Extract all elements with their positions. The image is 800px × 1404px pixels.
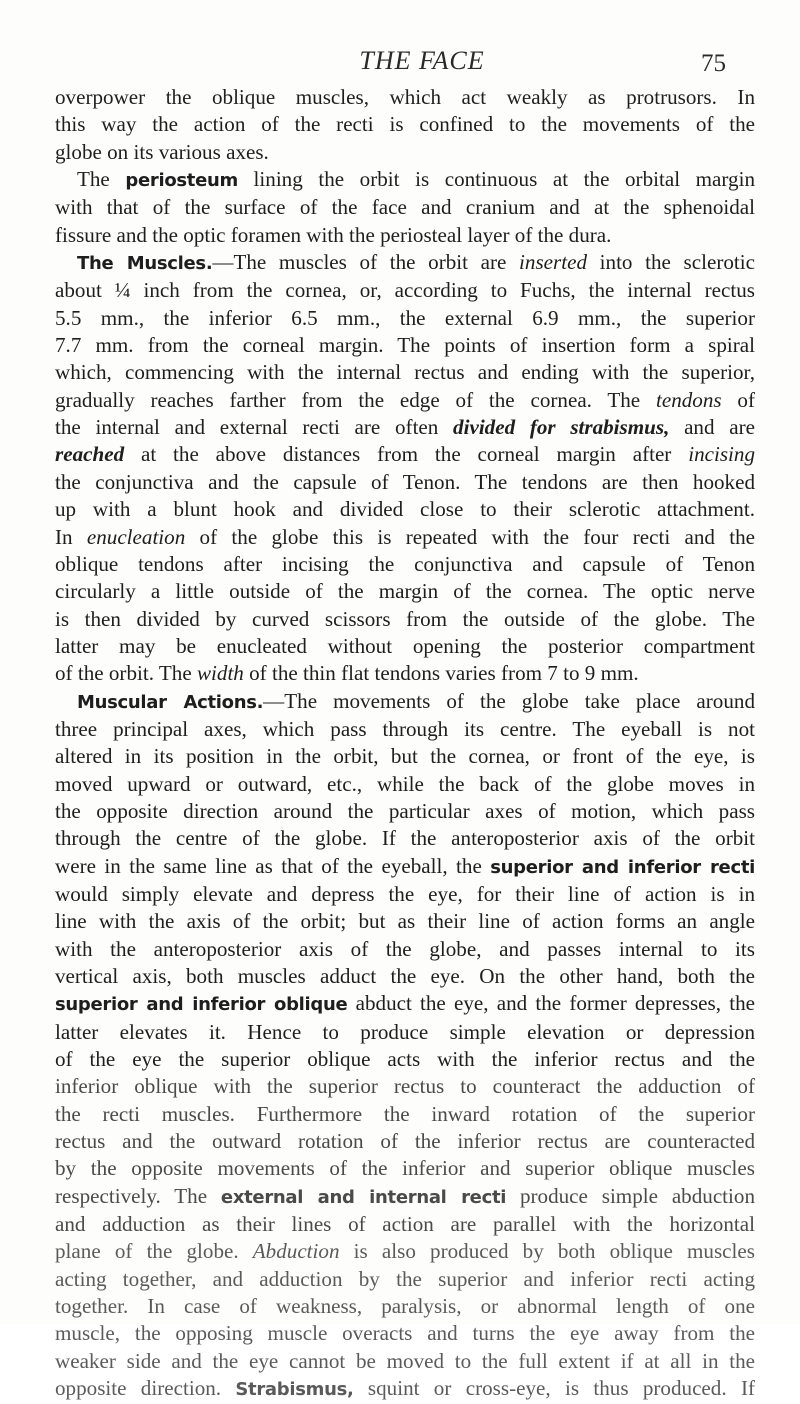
text-line — [55, 1348, 755, 1375]
text-line — [55, 222, 755, 249]
text-run: lining the orbit is continuous at the orbital margin — [237, 167, 755, 192]
text-line — [55, 798, 755, 825]
text-line — [55, 1101, 755, 1128]
text-run: the recti muscles. Furthermore the inward rotation of the superior — [55, 1101, 755, 1126]
italic-term: width — [196, 661, 244, 686]
text-line — [55, 1183, 755, 1211]
text-line — [55, 524, 755, 551]
italic-term: enucleation — [86, 524, 186, 549]
text-line — [55, 332, 755, 359]
emphasized-term: divided for strabismus, — [453, 415, 670, 440]
text-line — [55, 359, 755, 386]
bold-term: superior and inferior oblique — [55, 994, 348, 1016]
text-run: moved upward or outward, etc., while the back of the globe moves in — [55, 771, 755, 796]
text-line — [55, 1320, 755, 1347]
text-run: oblique tendons after incising the conjunctiva and capsule of Tenon — [55, 551, 755, 576]
page-header — [118, 46, 726, 86]
text-run: globe on its various axes. — [55, 139, 269, 164]
text-line — [55, 139, 755, 166]
text-line — [55, 1238, 755, 1265]
text-run: abduct the eye, and the former depresses, the — [347, 991, 755, 1016]
text-run: through the centre of the globe. If the anteroposterior axis of the orbit — [55, 826, 755, 851]
bold-term: external and internal recti — [220, 1186, 507, 1208]
text-run: plane of the globe. — [55, 1239, 253, 1264]
text-line — [55, 990, 755, 1018]
text-line — [55, 908, 755, 935]
text-run: fissure and the optic foramen with the periosteal layer of the dura. — [55, 222, 612, 247]
text-run: altered in its position in the orbit, but the cornea, or front of the eye, is — [55, 744, 755, 769]
text-run: three principal axes, which pass through its centre. The eyeball is not — [55, 716, 755, 741]
text-run: line with the axis of the orbit; but as their line of action forms an angle — [55, 909, 755, 934]
run-in-heading: Muscular Actions. — [77, 691, 264, 713]
text-run: and are — [669, 415, 755, 440]
text-run: weaker side and the eye cannot be moved to the full extent if at all in the — [55, 1348, 755, 1373]
text-line — [55, 551, 755, 578]
text-run: latter elevates it. Hence to produce simple elevation or depression — [55, 1019, 755, 1044]
text-run: would simply elevate and depress the eye, for their line of action is in — [55, 881, 755, 906]
text-line — [55, 853, 755, 881]
text-run: gradually reaches farther from the edge of the cornea. The — [55, 387, 656, 412]
text-line — [55, 414, 755, 441]
text-line — [55, 771, 755, 798]
text-line — [55, 716, 755, 743]
text-run: circularly a little outside of the margin of the cornea. The optic nerve — [55, 579, 755, 604]
text-run: latter may be enucleated without opening the posterior compartment — [55, 633, 755, 658]
page-number: 75 — [701, 50, 726, 77]
bold-term: superior and inferior recti — [490, 856, 755, 878]
text-line — [55, 111, 755, 138]
running-title: THE FACE — [359, 46, 485, 75]
text-run: is also produced by both oblique muscles — [339, 1239, 755, 1264]
text-run: respectively. The — [55, 1183, 221, 1208]
text-run: which, commencing with the internal rectus and ending with the superior, — [55, 360, 755, 385]
text-run: at the above distances from the corneal margin after — [124, 442, 689, 467]
italic-term: incising — [688, 442, 755, 467]
text-run: the conjunctiva and the capsule of Tenon. The tendons are then hooked — [55, 469, 755, 494]
text-run: with the anteroposterior axis of the globe, and passes internal to its — [55, 936, 755, 961]
text-run: of the eye the superior oblique acts with the inferior rectus and the — [55, 1047, 755, 1072]
text-run: of the thin flat tendons varies from 7 to 9 mm. — [243, 661, 639, 686]
text-line — [55, 1155, 755, 1182]
text-run: the internal and external recti are often — [55, 415, 454, 440]
body-text — [55, 84, 755, 1404]
text-run: The — [77, 167, 126, 192]
text-run: of the globe this is repeated with the four recti and the — [185, 524, 755, 549]
text-run: opposite direction. — [55, 1376, 236, 1401]
text-line — [55, 305, 755, 332]
text-line — [55, 441, 755, 468]
text-run: into the sclerotic — [587, 250, 755, 275]
text-run: —The movements of the globe take place around — [263, 688, 755, 713]
text-line — [55, 1046, 755, 1073]
text-run: acting together, and adduction by the superior and inferior recti acting — [55, 1266, 755, 1291]
text-run: 7.7 mm. from the corneal margin. The points of insertion form a spiral — [55, 333, 755, 358]
text-line — [55, 963, 755, 990]
text-line — [55, 825, 755, 852]
text-line — [55, 194, 755, 221]
text-run: together. In case of weakness, paralysis, or abnormal length of one — [55, 1294, 755, 1319]
text-line — [55, 387, 755, 414]
text-line — [55, 578, 755, 605]
text-run: and adduction as their lines of action are parallel with the horizontal — [55, 1212, 755, 1237]
text-run: up with a blunt hook and divided close to their sclerotic attachment. — [55, 497, 755, 522]
text-line — [55, 1019, 755, 1046]
text-line — [55, 84, 755, 111]
text-run: 5.5 mm., the inferior 6.5 mm., the external 6.9 mm., the superior — [55, 305, 755, 330]
text-run: with that of the surface of the face and cranium and at the sphenoidal — [55, 195, 755, 220]
text-line — [55, 1266, 755, 1293]
text-line — [55, 1128, 755, 1155]
text-line — [55, 660, 755, 687]
text-run: inferior oblique with the superior rectus to counteract the adduction of — [55, 1074, 755, 1099]
text-run: produce simple abduction — [506, 1183, 755, 1208]
bold-term: periosteum — [125, 170, 238, 192]
text-run: about ¼ inch from the cornea, or, according to Fuchs, the internal rectus — [55, 278, 755, 303]
text-run: by the opposite movements of the inferior and superior oblique muscles — [55, 1156, 755, 1181]
text-line — [55, 633, 755, 660]
text-line — [55, 496, 755, 523]
run-in-heading: The Muscles. — [77, 253, 213, 275]
text-line — [55, 1293, 755, 1320]
text-run: In — [55, 524, 87, 549]
text-run: —The muscles of the orbit are — [212, 250, 520, 275]
italic-term: Abduction — [252, 1239, 340, 1264]
text-run: of — [721, 387, 755, 412]
text-line — [55, 936, 755, 963]
text-line — [55, 1375, 755, 1403]
text-line — [55, 881, 755, 908]
text-run: rectus and the outward rotation of the inferior rectus are counteracted — [55, 1129, 755, 1154]
text-line — [55, 1073, 755, 1100]
text-run: muscle, the opposing muscle overacts and turns the eye away from the — [55, 1321, 755, 1346]
text-line — [55, 277, 755, 304]
text-run: overpower the oblique muscles, which act weakly as protrusors. In — [55, 85, 755, 109]
italic-term: inserted — [519, 250, 588, 275]
bold-term: Strabismus, — [235, 1379, 354, 1401]
text-line — [55, 688, 755, 716]
text-run: squint or cross-eye, is thus produced. If — [353, 1376, 755, 1401]
text-line — [55, 1211, 755, 1238]
text-line — [55, 743, 755, 770]
text-line — [55, 606, 755, 633]
text-run: is then divided by curved scissors from the outside of the globe. The — [55, 606, 755, 631]
text-line — [55, 249, 755, 277]
italic-term: tendons — [655, 387, 722, 412]
text-line — [55, 469, 755, 496]
text-run: were in the same line as that of the eyeball, the — [55, 853, 491, 878]
text-run: of the orbit. The — [55, 661, 197, 686]
text-line — [55, 166, 755, 194]
text-run: vertical axis, both muscles adduct the eye. On the other hand, both the — [55, 964, 755, 988]
text-run: the opposite direction around the particular axes of motion, which pass — [55, 798, 755, 823]
text-run: this way the action of the recti is confined to the movements of the — [55, 112, 755, 137]
emphasized-term: reached — [55, 442, 125, 467]
